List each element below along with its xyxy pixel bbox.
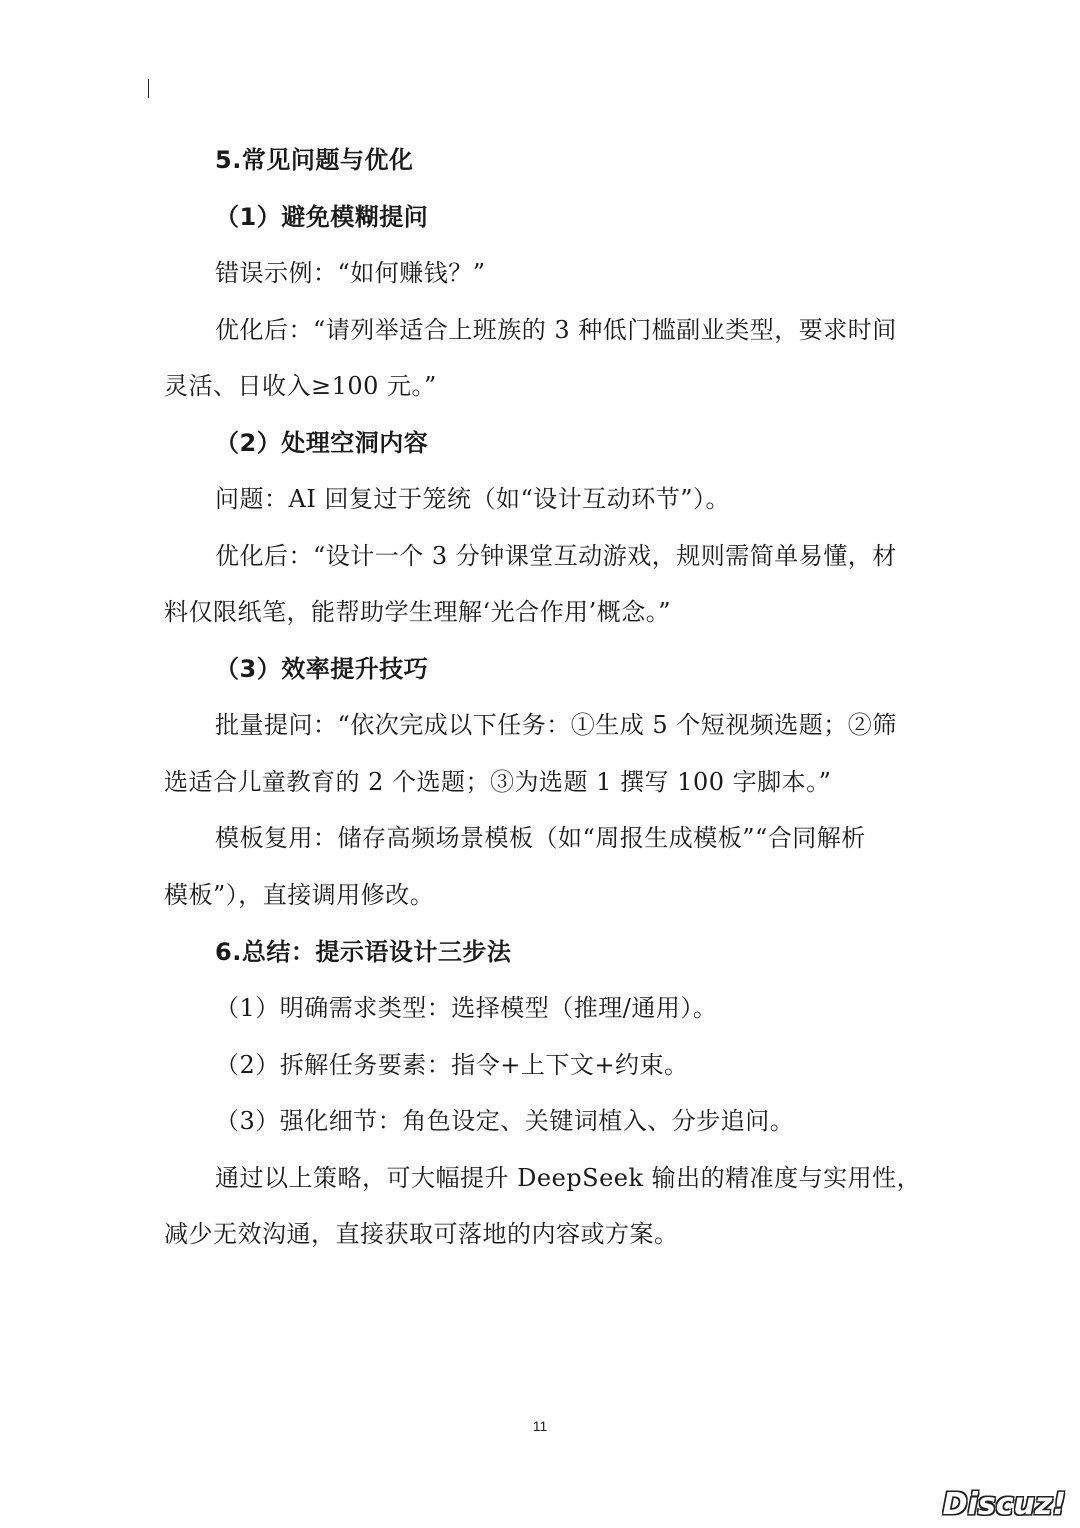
paragraph-line: 错误示例：“如何赚钱？” — [215, 259, 486, 287]
list-item: （1）明确需求类型：选择模型（推理/通用）。 — [215, 994, 718, 1022]
paragraph-line: 模板复用：储存高频场景模板（如“周报生成模板”“合同解析 — [215, 824, 866, 852]
paragraph-line: 通过以上策略，可大幅提升 DeepSeek 输出的精准度与实用性， — [215, 1164, 922, 1192]
watermark-logo: Discuz! — [942, 1487, 1066, 1522]
page-number: 11 — [532, 1418, 548, 1434]
paragraph-line: 料仅限纸笔，能帮助学生理解‘光合作用’概念。” — [164, 598, 672, 626]
paragraph-line: 问题：AI 回复过于笼统（如“设计互动环节”）。 — [215, 485, 730, 513]
paragraph-line: 优化后：“设计一个 3 分钟课堂互动游戏，规则需简单易懂，材 — [215, 542, 897, 570]
subheading-2: （2）处理空洞内容 — [215, 429, 429, 457]
list-item: （3）强化细节：角色设定、关键词植入、分步追问。 — [215, 1107, 795, 1135]
subheading-1: （1）避免模糊提问 — [215, 203, 429, 231]
section-heading-5: 5.常见问题与优化 — [215, 146, 414, 174]
subheading-3: （3）效率提升技巧 — [215, 655, 429, 683]
paragraph-line: 选适合儿童教育的 2 个选题；③为选题 1 撰写 100 字脚本。” — [164, 768, 832, 796]
list-item: （2）拆解任务要素：指令+上下文+约束。 — [215, 1051, 689, 1079]
paragraph-line: 优化后：“请列举适合上班族的 3 种低门槛副业类型，要求时间 — [215, 316, 897, 344]
text-cursor-mark — [148, 79, 149, 98]
paragraph-line: 批量提问：“依次完成以下任务：①生成 5 个短视频选题；②筛 — [215, 711, 897, 739]
paragraph-line: 减少无效沟通，直接获取可落地的内容或方案。 — [164, 1220, 679, 1248]
paragraph-line: 模板”），直接调用修改。 — [164, 881, 435, 909]
paragraph-line: 灵活、日收入≥100 元。” — [164, 372, 437, 400]
section-heading-6: 6.总结：提示语设计三步法 — [215, 938, 512, 966]
